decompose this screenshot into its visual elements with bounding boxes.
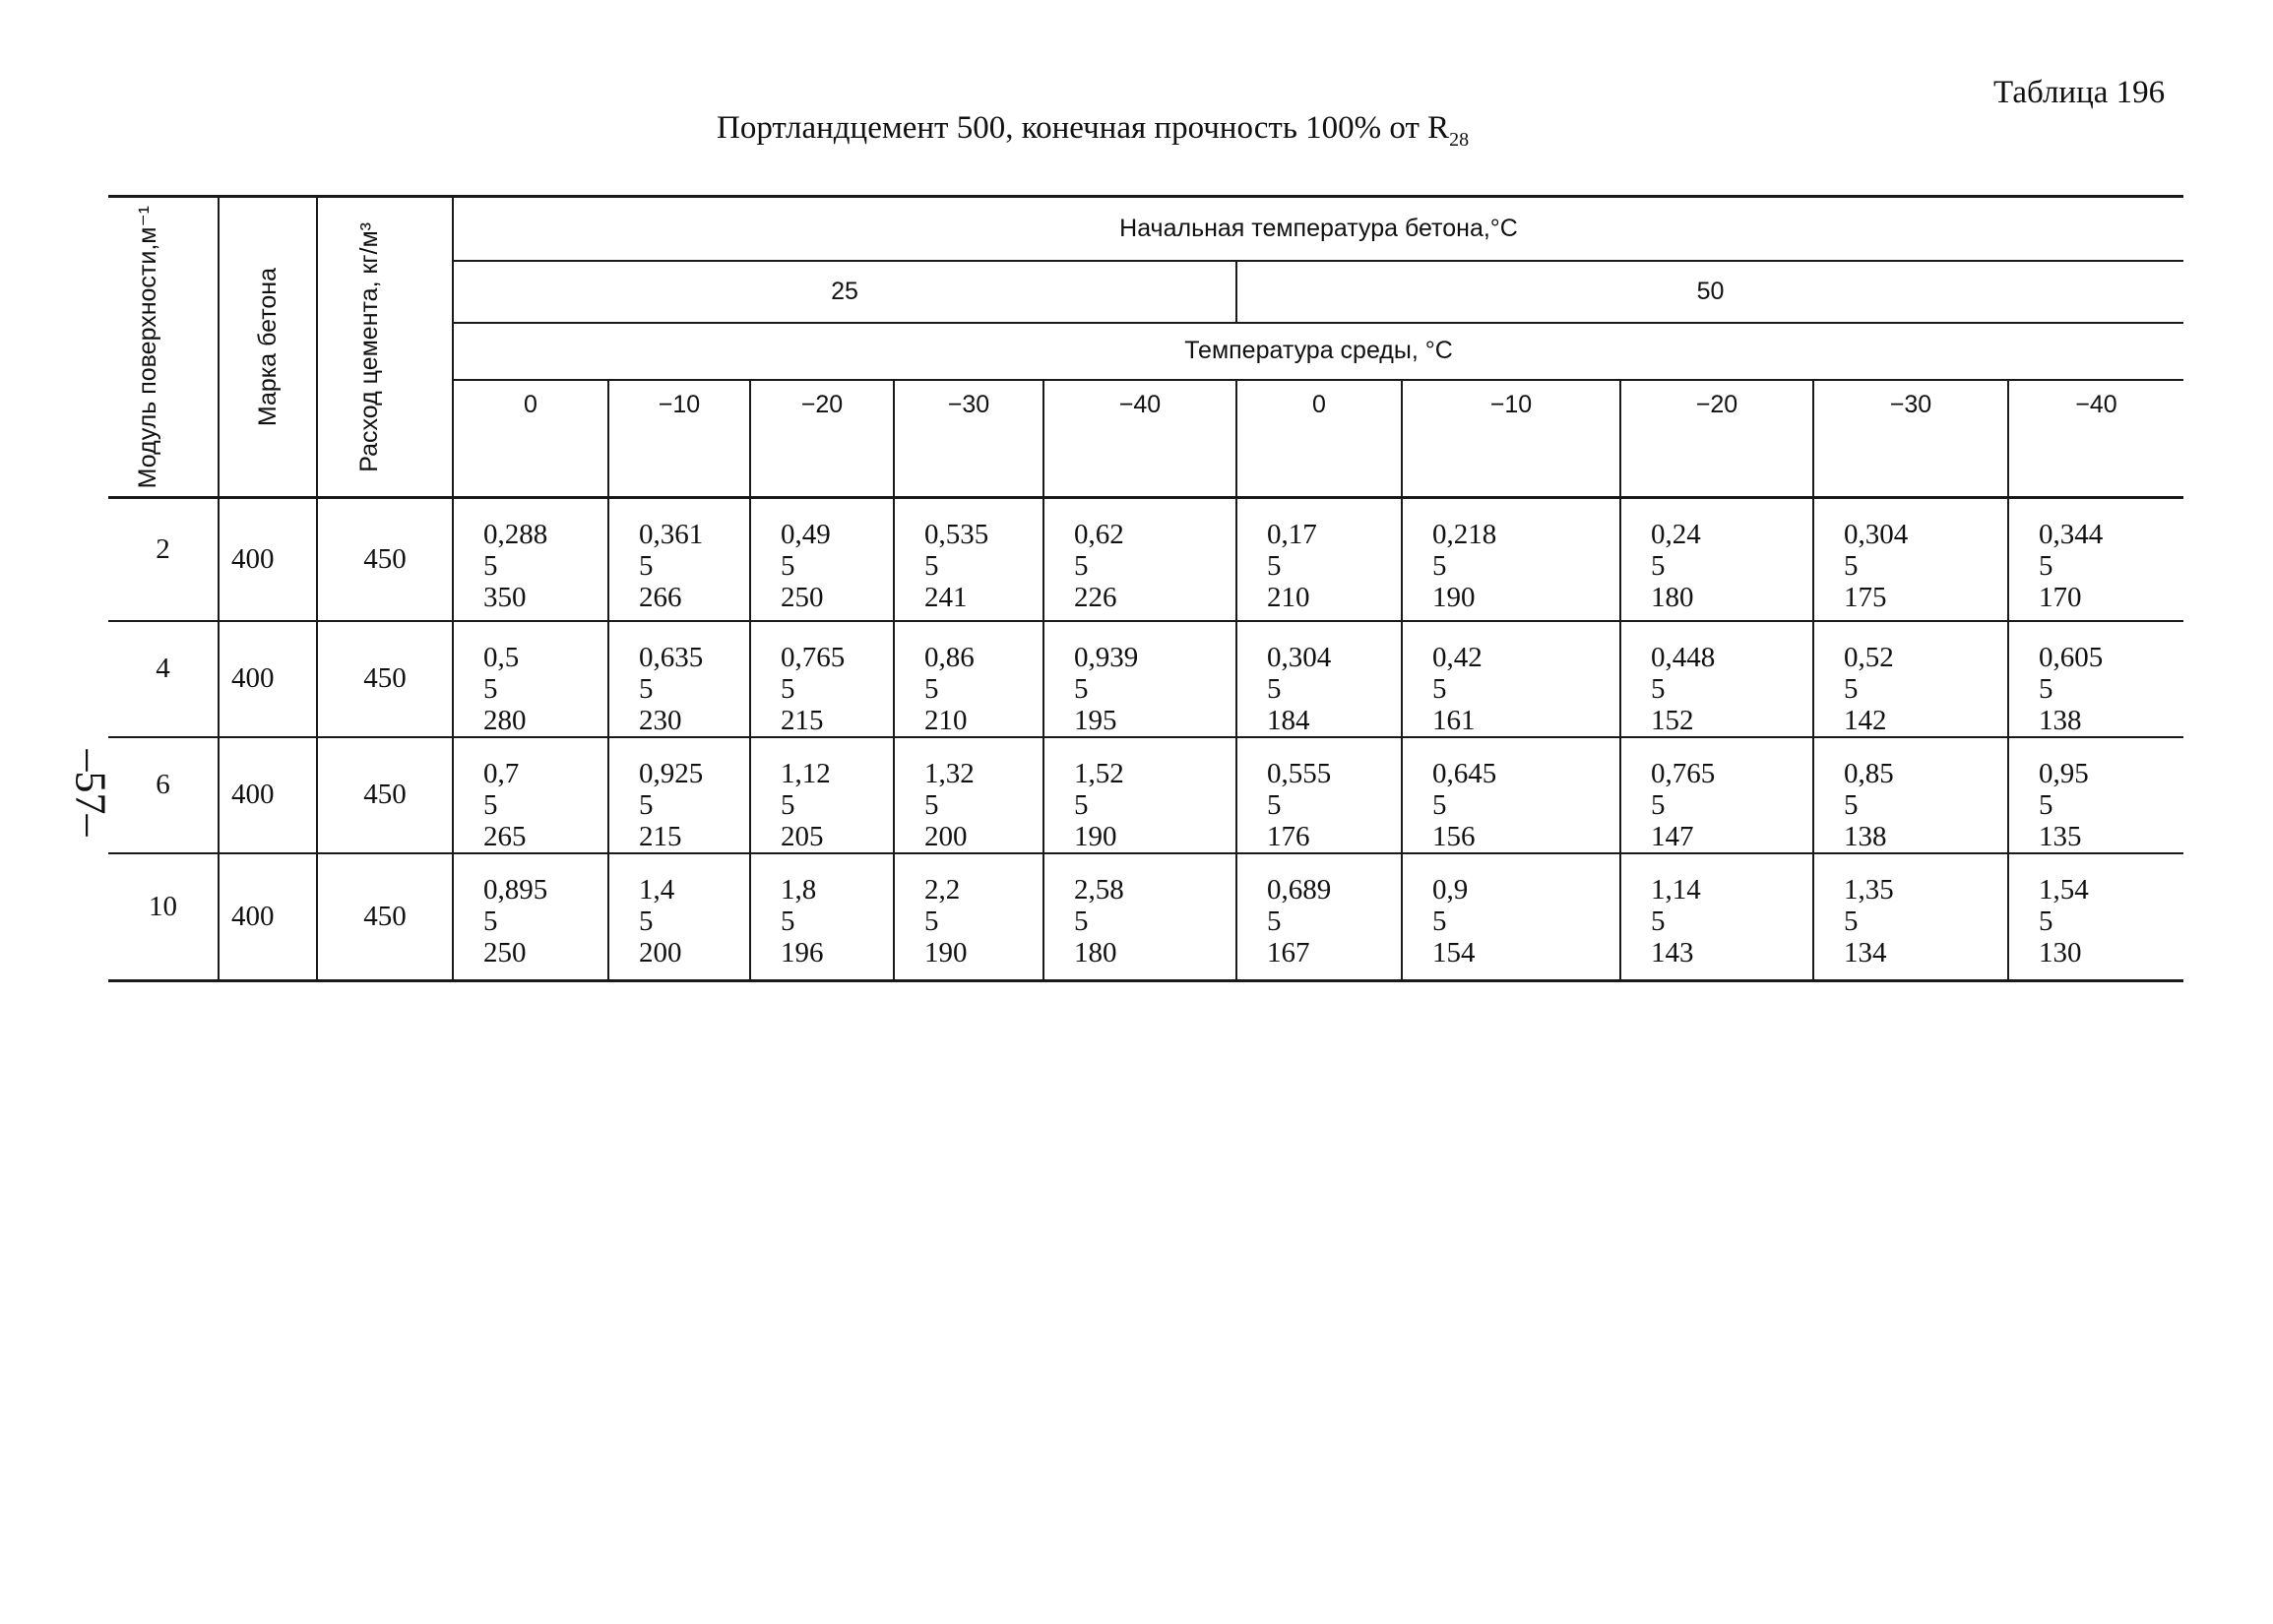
cell-value [2008, 737, 2183, 853]
header-marka [219, 197, 317, 498]
value-coefficient: 1,4 [639, 873, 675, 906]
value-coefficient: 0,344 [2039, 519, 2104, 550]
value-time: 190 [1074, 820, 1117, 852]
value-coefficient: 0,535 [924, 519, 989, 550]
value-step: 5 [1267, 672, 1282, 705]
value-time: 205 [781, 820, 824, 852]
value-coefficient: 0,62 [1074, 519, 1124, 550]
title-text: Портландцемент 500, конечная прочность 100% от R [717, 110, 1450, 146]
value-time: 167 [1267, 936, 1310, 968]
value-step: 5 [924, 672, 939, 705]
value-step: 5 [639, 672, 654, 705]
cell-value [2008, 498, 2183, 621]
value-time: 190 [924, 936, 968, 968]
header-env-col: −20 [1620, 380, 1813, 498]
header-marka-text: Марка бетона [253, 267, 282, 427]
value-time: 190 [1432, 582, 1476, 613]
value-coefficient: 0,645 [1432, 757, 1497, 789]
cell-value [2008, 621, 2183, 737]
value-time: 215 [781, 704, 824, 736]
value-coefficient: 0,939 [1074, 641, 1139, 673]
value-step: 5 [1651, 788, 1666, 821]
cell-value [750, 621, 894, 737]
header-env-col: 0 [453, 380, 608, 498]
table-row [108, 621, 2183, 737]
value-coefficient: 0,9 [1432, 873, 1469, 906]
value-step: 5 [1074, 550, 1089, 582]
value-coefficient: 0,85 [1844, 757, 1894, 789]
value-step: 5 [1074, 905, 1089, 937]
cell-value [894, 737, 1043, 853]
value-time: 152 [1651, 704, 1694, 736]
header-env-temp: Температура среды, °С [453, 323, 2183, 380]
cell-value [1620, 737, 1813, 853]
value-step: 5 [1844, 905, 1859, 937]
value-coefficient: 0,17 [1267, 519, 1317, 550]
value-step: 5 [1074, 788, 1089, 821]
cell-rashod: 450 [317, 621, 453, 737]
value-coefficient: 1,52 [1074, 757, 1124, 789]
value-time: 280 [483, 704, 527, 736]
cell-value [1236, 853, 1402, 981]
value-time: 265 [483, 820, 527, 852]
value-time: 266 [639, 582, 682, 613]
value-time: 175 [1844, 582, 1887, 613]
table-row [108, 737, 2183, 853]
cell-value [1402, 498, 1620, 621]
cell-value [608, 853, 750, 981]
cell-value [1043, 621, 1236, 737]
cell-value [1813, 737, 2008, 853]
page-title [717, 110, 1469, 152]
value-step: 5 [781, 788, 795, 821]
table-label: Таблица 196 [1993, 75, 2166, 110]
cell-value [750, 737, 894, 853]
value-time: 200 [924, 820, 968, 852]
cell-rashod: 450 [317, 737, 453, 853]
value-step: 5 [483, 788, 498, 821]
cell-marka: 400 [219, 737, 317, 853]
value-time: 210 [924, 704, 968, 736]
cell-value [1402, 737, 1620, 853]
cell-value [453, 621, 608, 737]
cell-value [2008, 853, 2183, 981]
cell-value [453, 498, 608, 621]
value-coefficient: 0,765 [1651, 757, 1716, 789]
value-time: 130 [2039, 936, 2082, 968]
value-coefficient: 2,58 [1074, 873, 1124, 906]
value-step: 5 [781, 905, 795, 937]
value-time: 161 [1432, 704, 1476, 736]
value-coefficient: 0,304 [1844, 519, 1909, 550]
value-step: 5 [639, 550, 654, 582]
cell-rashod: 450 [317, 498, 453, 621]
value-step: 5 [483, 672, 498, 705]
value-time: 350 [483, 582, 527, 613]
value-coefficient: 0,635 [639, 641, 704, 673]
header-env-col: −10 [608, 380, 750, 498]
value-coefficient: 1,35 [1844, 873, 1894, 906]
table-row [108, 853, 2183, 981]
value-coefficient: 0,95 [2039, 757, 2089, 789]
cell-value [1813, 853, 2008, 981]
value-step: 5 [2039, 550, 2053, 582]
value-time: 176 [1267, 820, 1310, 852]
cell-value [1813, 621, 2008, 737]
cell-value [894, 853, 1043, 981]
value-time: 226 [1074, 582, 1117, 613]
value-step: 5 [781, 672, 795, 705]
value-coefficient: 0,288 [483, 519, 548, 550]
value-step: 5 [1267, 905, 1282, 937]
value-coefficient: 0,925 [639, 757, 704, 789]
cell-value [453, 737, 608, 853]
header-temp-50: 50 [1236, 261, 2183, 323]
value-step: 5 [1844, 550, 1859, 582]
cell-value [894, 621, 1043, 737]
value-coefficient: 1,12 [781, 757, 831, 789]
header-env-col: −10 [1402, 380, 1620, 498]
value-time: 147 [1651, 820, 1694, 852]
value-time: 138 [1844, 820, 1887, 852]
value-coefficient: 2,2 [924, 873, 961, 906]
value-step: 5 [1432, 788, 1447, 821]
value-time: 156 [1432, 820, 1476, 852]
value-step: 5 [924, 905, 939, 937]
cell-marka: 400 [219, 621, 317, 737]
cell-value [894, 498, 1043, 621]
header-env-col: −40 [1043, 380, 1236, 498]
cell-rashod: 450 [317, 853, 453, 981]
value-coefficient: 0,52 [1844, 641, 1894, 673]
header-env-col: −30 [894, 380, 1043, 498]
value-step: 5 [1432, 550, 1447, 582]
value-step: 5 [639, 905, 654, 937]
cell-value [1813, 498, 2008, 621]
value-coefficient: 0,218 [1432, 519, 1497, 550]
value-coefficient: 0,49 [781, 519, 831, 550]
value-coefficient: 0,304 [1267, 641, 1332, 673]
cell-value [1043, 737, 1236, 853]
value-time: 180 [1651, 582, 1694, 613]
value-time: 134 [1844, 936, 1887, 968]
cell-value [453, 853, 608, 981]
value-step: 5 [1844, 672, 1859, 705]
value-step: 5 [1267, 788, 1282, 821]
value-time: 241 [924, 582, 968, 613]
value-coefficient: 0,24 [1651, 519, 1701, 550]
cell-value [1620, 621, 1813, 737]
value-step: 5 [781, 550, 795, 582]
cell-value [1043, 498, 1236, 621]
cell-modul: 2 [108, 498, 219, 621]
header-modul [108, 197, 219, 498]
header-rashod-text: Расход цемента, кг/м³ [355, 221, 383, 472]
value-step: 5 [1651, 672, 1666, 705]
cell-value [1620, 853, 1813, 981]
value-step: 5 [924, 788, 939, 821]
header-temp-25: 25 [453, 261, 1236, 323]
value-step: 5 [639, 788, 654, 821]
value-coefficient: 0,86 [924, 641, 975, 673]
value-step: 5 [1651, 905, 1666, 937]
value-time: 200 [639, 936, 682, 968]
value-coefficient: 1,32 [924, 757, 975, 789]
cell-value [750, 498, 894, 621]
value-time: 143 [1651, 936, 1694, 968]
value-coefficient: 0,42 [1432, 641, 1483, 673]
cell-modul: 4 [108, 621, 219, 737]
cell-value [1043, 853, 1236, 981]
cell-modul: 10 [108, 853, 219, 981]
value-step: 5 [2039, 672, 2053, 705]
value-time: 138 [2039, 704, 2082, 736]
value-time: 230 [639, 704, 682, 736]
value-step: 5 [1651, 550, 1666, 582]
cell-value [608, 621, 750, 737]
value-step: 5 [2039, 788, 2053, 821]
value-time: 250 [781, 582, 824, 613]
cell-modul: 6 [108, 737, 219, 853]
page-number: –57– [66, 749, 115, 837]
value-coefficient: 0,5 [483, 641, 520, 673]
value-coefficient: 1,8 [781, 873, 817, 906]
cell-value [608, 737, 750, 853]
value-coefficient: 0,448 [1651, 641, 1716, 673]
value-coefficient: 0,7 [483, 757, 520, 789]
cell-value [1236, 498, 1402, 621]
value-time: 180 [1074, 936, 1117, 968]
cell-value [1236, 737, 1402, 853]
cell-value [750, 853, 894, 981]
value-time: 184 [1267, 704, 1310, 736]
header-env-col: −30 [1813, 380, 2008, 498]
cell-value [1236, 621, 1402, 737]
value-step: 5 [924, 550, 939, 582]
value-coefficient: 0,361 [639, 519, 704, 550]
cell-value [1402, 621, 1620, 737]
value-step: 5 [483, 905, 498, 937]
value-time: 210 [1267, 582, 1310, 613]
header-initial-temp: Начальная температура бетона,°С [453, 197, 2183, 261]
value-time: 250 [483, 936, 527, 968]
data-table [108, 195, 2183, 982]
cell-marka: 400 [219, 498, 317, 621]
value-coefficient: 1,14 [1651, 873, 1701, 906]
value-step: 5 [1844, 788, 1859, 821]
cell-value [1620, 498, 1813, 621]
value-time: 196 [781, 936, 824, 968]
value-time: 135 [2039, 820, 2082, 852]
value-coefficient: 0,765 [781, 641, 846, 673]
header-rashod [317, 197, 453, 498]
table-row [108, 498, 2183, 621]
value-step: 5 [1267, 550, 1282, 582]
title-subscript: 28 [1449, 129, 1470, 151]
value-coefficient: 0,689 [1267, 873, 1332, 906]
header-modul-text: Модуль поверхности,м⁻¹ [133, 205, 161, 489]
value-coefficient: 0,895 [483, 873, 548, 906]
value-time: 154 [1432, 936, 1476, 968]
value-coefficient: 1,54 [2039, 873, 2089, 906]
cell-marka: 400 [219, 853, 317, 981]
value-time: 170 [2039, 582, 2082, 613]
value-step: 5 [2039, 905, 2053, 937]
header-env-col: −40 [2008, 380, 2183, 498]
cell-value [608, 498, 750, 621]
value-step: 5 [483, 550, 498, 582]
value-coefficient: 0,605 [2039, 641, 2104, 673]
value-step: 5 [1074, 672, 1089, 705]
header-env-col: 0 [1236, 380, 1402, 498]
cell-value [1402, 853, 1620, 981]
value-coefficient: 0,555 [1267, 757, 1332, 789]
value-time: 142 [1844, 704, 1887, 736]
value-step: 5 [1432, 905, 1447, 937]
value-step: 5 [1432, 672, 1447, 705]
value-time: 215 [639, 820, 682, 852]
value-time: 195 [1074, 704, 1117, 736]
header-env-col: −20 [750, 380, 894, 498]
